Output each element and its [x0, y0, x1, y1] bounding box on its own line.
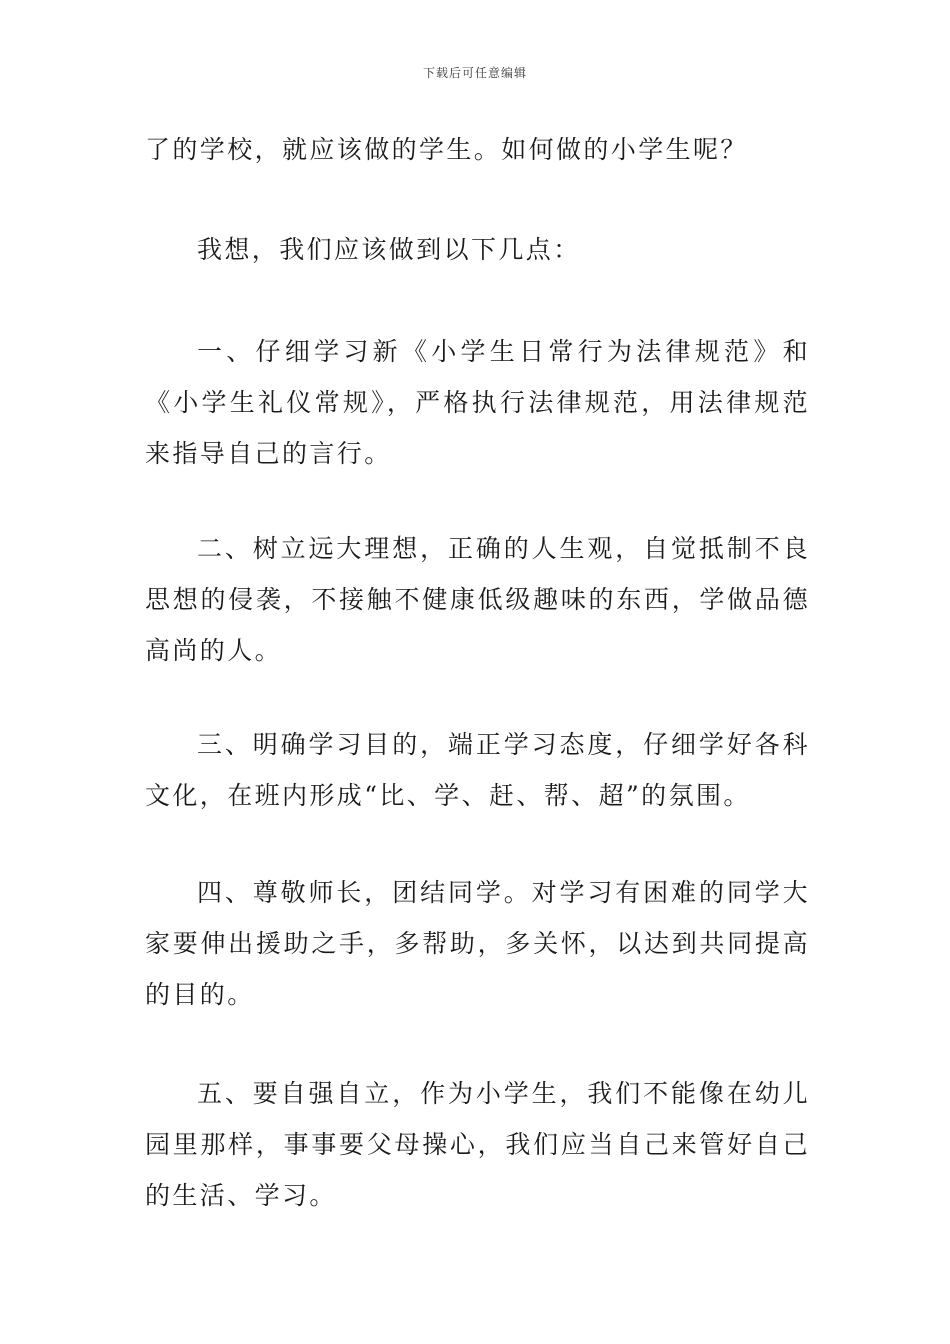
paragraph-point-1: 一、仔细学习新《小学生日常行为法律规范》和《小学生礼仪常规》，严格执行法律规范，用法律规范来指导自己的言行。 — [145, 337, 810, 468]
paragraph-point-5: 五、要自强自立，作为小学生，我们不能像在幼儿园里那样，事事要父母操心，我们应当自己来管好自己的生活、学习。 — [145, 1079, 810, 1210]
paragraph-point-3: 三、明确学习目的，端正学习态度，仔细学好各科文化，在班内形成“比、学、赶、帮、超”的氛围。 — [145, 730, 810, 810]
page-header-note: 下载后可任意编辑 — [422, 66, 527, 80]
paragraph-lead-in: 我想，我们应该做到以下几点： — [197, 235, 581, 264]
paragraph-point-4: 四、尊敬师长，团结同学。对学习有困难的同学大家要伸出援助之手，多帮助，多关怀，以达到共同提高的目的。 — [145, 878, 810, 1009]
paragraph-intro-continuation: 了的学校，就应该做的学生。如何做的小学生呢？ — [145, 135, 748, 164]
paragraph-point-2: 二、树立远大理想，正确的人生观，自觉抵制不良思想的侵袭，不接触不健康低级趣味的东西，学做品德高尚的人。 — [145, 534, 810, 665]
